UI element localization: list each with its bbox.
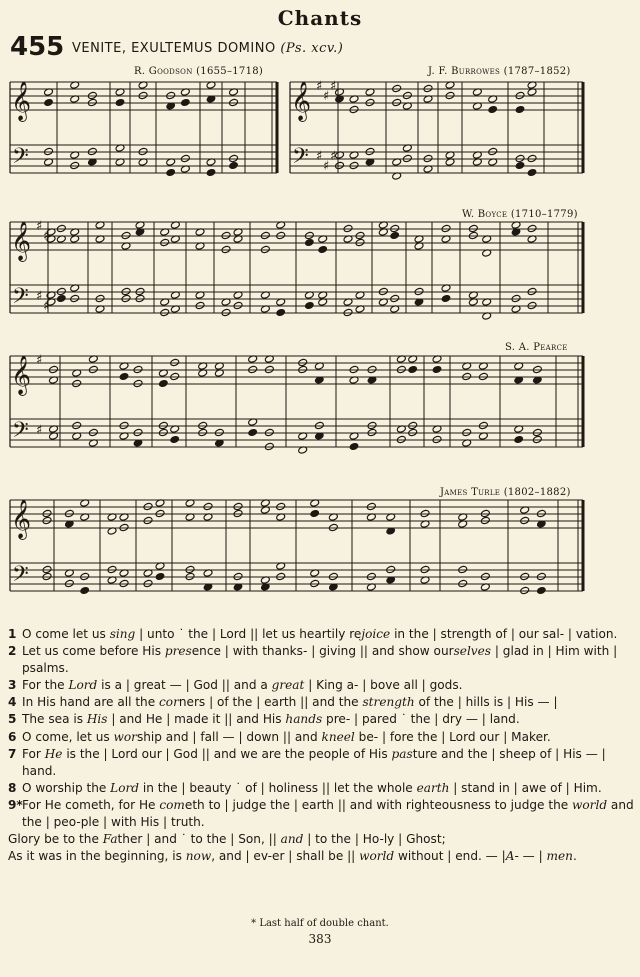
chant2-key-sharp: ♯	[330, 149, 337, 164]
psalm-reference: (Ps. xcv.)	[280, 41, 344, 56]
verse-number: 8	[8, 780, 17, 795]
chant5-bass-note	[42, 572, 52, 580]
chant3-bass-note	[390, 294, 400, 302]
chant3-treble-note	[260, 245, 270, 253]
verse-text: O worship the Lord in the | beauty ˙ of | holiness || let the whole earth | stand in | awe of | Him.	[22, 780, 602, 795]
chant4-bass-note	[462, 428, 472, 436]
chant3-bass-note	[56, 294, 66, 302]
chant3-treble-clef: 𝄞	[11, 221, 32, 261]
chant4-treble-note	[119, 372, 129, 380]
chant4-treble-note	[367, 365, 377, 373]
chant1-treble-clef: 𝄞	[11, 81, 32, 121]
chant5-bass-note	[458, 579, 468, 587]
verse-9	[8, 797, 634, 831]
chant3-treble-note	[390, 231, 400, 239]
chant2-bass-note	[423, 154, 433, 162]
chant5-bass-note	[420, 565, 430, 573]
chant4-treble-note	[158, 379, 168, 387]
running-head: Chants	[277, 6, 363, 30]
verse-number: 9*	[8, 797, 23, 812]
chant3-bass-note	[121, 287, 131, 295]
verse-text: For the Lord is a | great — | God || and a great | King a- | bove all | gods.	[22, 678, 463, 693]
chant2-treble-note	[392, 84, 402, 92]
chant2-treble-note	[515, 105, 525, 113]
chant1-treble-note	[229, 98, 239, 106]
chant3-bass-note	[70, 294, 80, 302]
chant5-bass-note	[42, 565, 52, 573]
chant3-treble-note	[468, 224, 478, 232]
chant1-bass-note	[166, 168, 176, 176]
chant3-key-sharp: ♯	[43, 229, 50, 244]
chant2-treble-note	[423, 84, 433, 92]
verse-number: 5	[8, 712, 17, 727]
composer-goodson: R. Goodson (1655–1718)	[134, 66, 264, 77]
chant4-bass-note	[396, 435, 406, 443]
chant3-treble-note	[468, 231, 478, 239]
chant2-bass-note	[527, 168, 537, 176]
chant3-treble-note	[527, 224, 537, 232]
chant1-bass-clef: 𝄢	[12, 144, 29, 174]
chant2-treble-note	[365, 98, 375, 106]
chant5-bass-note	[155, 572, 165, 580]
chant2-treble-note	[445, 91, 455, 99]
chant4-bass-note	[198, 428, 208, 436]
chant4-treble-note	[264, 365, 274, 373]
chant1-treble-note	[87, 91, 97, 99]
chant3-bass-note	[511, 294, 521, 302]
chant5-bass-note	[143, 579, 153, 587]
chant4-bass-note	[478, 421, 488, 429]
chant4-treble-note	[478, 372, 488, 380]
chant1-treble-note	[180, 98, 190, 106]
chant3-bass-note	[527, 301, 537, 309]
chant5-bass-note	[520, 572, 530, 580]
verse-number: 7	[8, 746, 17, 761]
chant5-treble-note	[64, 509, 74, 517]
chant4-bass-note	[264, 442, 274, 450]
chant5-bass-note	[185, 572, 195, 580]
chant3-bass-clef: 𝄢	[12, 284, 29, 314]
chant5-treble-note	[155, 509, 165, 517]
chant4-bass-note	[133, 428, 143, 436]
chant1-bass-note	[87, 147, 97, 155]
chant5-treble-note	[366, 502, 376, 510]
chant4-treble-note	[298, 365, 308, 373]
chant1-bass-note	[206, 168, 216, 176]
hymn-title-text: VENITE, EXULTEMUS DOMINO	[72, 41, 276, 56]
chant4-treble-note	[170, 358, 180, 366]
chant5-treble-note	[233, 502, 243, 510]
chant3-treble-note	[304, 238, 314, 246]
chant3-bass-note	[441, 294, 451, 302]
footnote: * Last half of double chant.	[251, 918, 389, 929]
chant4-treble-note	[349, 365, 359, 373]
chant1-treble-note	[138, 91, 148, 99]
chant4-bass-note	[198, 421, 208, 429]
chant2-key-sharp: ♯	[316, 79, 323, 94]
chant3-bass-note	[121, 294, 131, 302]
chant4-key-sharp: ♯	[36, 423, 43, 438]
gloria-line-1: Glory be to the Father | and ˙ to the | Son, || and | to the | Ho-ly | Ghost;	[8, 832, 446, 847]
chant4-bass-note	[314, 421, 324, 429]
chant5-treble-note	[203, 502, 213, 510]
chant2-treble-clef: 𝄞	[291, 81, 312, 121]
verse-text: For He cometh, for He cometh to | judge the | earth || and with righteousness to judge the world and the | peo-ple | with His | truth.	[22, 797, 634, 830]
chant1-bass-note	[70, 161, 80, 169]
chant5-bass-note	[328, 572, 338, 580]
chant3-bass-note	[195, 301, 205, 309]
chant5-bass-note	[80, 586, 90, 594]
chant3-treble-note	[355, 238, 365, 246]
chant4-treble-staff	[10, 356, 583, 384]
chant3-treble-note	[355, 231, 365, 239]
chant3-bass-note	[135, 287, 145, 295]
chant2-bass-note	[365, 147, 375, 155]
chant4-treble-note	[462, 372, 472, 380]
chant1-treble-note	[44, 98, 54, 106]
chant4-treble-note	[248, 365, 258, 373]
chant3-treble-note	[260, 231, 270, 239]
chant4-bass-note	[88, 428, 98, 436]
chant3-bass-note	[378, 287, 388, 295]
chant3-treble-note	[160, 238, 170, 246]
composer-pearce: S. A. Pearce	[505, 342, 568, 353]
chant4-treble-note	[72, 379, 82, 387]
chant3-key-sharp: ♯	[36, 219, 43, 234]
chant5-bass-note	[64, 579, 74, 587]
chant1-bass-note	[138, 147, 148, 155]
chant3-bass-note	[56, 287, 66, 295]
chant5-bass-note	[458, 565, 468, 573]
chant4-treble-note	[432, 365, 442, 373]
gloria-line-2: As it was in the beginning, is now, and | ev-er | shall be || world without | end. — |A- — | men.	[8, 849, 577, 864]
chant5-treble-note	[480, 509, 490, 517]
chant5-bass-note	[80, 572, 90, 580]
chant4-bass-note	[119, 421, 129, 429]
chant4-bass-note	[349, 442, 359, 450]
chant2-bass-note	[515, 154, 525, 162]
chant2-bass-note	[349, 161, 359, 169]
chant2-bass-note	[402, 154, 412, 162]
composer-turle: James Turle (1802–1882)	[440, 487, 571, 498]
chant3-treble-note	[318, 245, 328, 253]
chant5-bass-note	[233, 572, 243, 580]
chant3-key-sharp: ♯	[36, 289, 43, 304]
verse-2	[8, 643, 634, 677]
composer-boyce: W. Boyce (1710–1779)	[462, 209, 578, 220]
chant4-bass-note	[408, 428, 418, 436]
chant3-bass-note	[343, 308, 353, 316]
page-number: 383	[308, 932, 332, 946]
chant4-key-sharp: ♯	[36, 353, 43, 368]
verse-number: 1	[8, 627, 17, 641]
chant3-bass-note	[160, 308, 170, 316]
chant5-bass-note	[276, 572, 286, 580]
chant3-bass-note	[221, 308, 231, 316]
chant1-treble-note	[166, 91, 176, 99]
chant2-key-sharp: ♯	[330, 79, 337, 94]
chant5-bass-note	[119, 579, 129, 587]
verse-number: 4	[8, 695, 17, 710]
chant2-bass-note	[515, 161, 525, 169]
verse-number: 3	[8, 678, 17, 693]
chant5-treble-note	[420, 509, 430, 517]
chant3-key-sharp: ♯	[43, 299, 50, 314]
chant3-treble-note	[343, 224, 353, 232]
chant2-key-sharp: ♯	[323, 159, 330, 174]
chant1-treble-note	[87, 98, 97, 106]
chant2-treble-note	[515, 91, 525, 99]
chant5-bass-note	[520, 586, 530, 594]
chant4-treble-note	[408, 365, 418, 373]
chant4-treble-note	[133, 379, 143, 387]
chant1-bass-note	[229, 154, 239, 162]
chant2-key-sharp: ♯	[316, 149, 323, 164]
chant5-bass-note	[536, 586, 546, 594]
chant4-bass-note	[408, 421, 418, 429]
verse-3	[8, 677, 634, 694]
chant4-bass-clef: 𝄢	[12, 418, 29, 448]
chant4-bass-note	[367, 421, 377, 429]
chant5-treble-note	[520, 516, 530, 524]
chant4-bass-note	[432, 435, 442, 443]
chant4-treble-note	[532, 365, 542, 373]
chant5-bass-note	[366, 572, 376, 580]
chant4-treble-note	[396, 365, 406, 373]
chant4-bass-note	[214, 428, 224, 436]
verse-6	[8, 729, 634, 746]
chant3-treble-note	[276, 231, 286, 239]
chant5-treble-note	[480, 516, 490, 524]
chant1-treble-staff	[10, 82, 277, 110]
chant4-bass-note	[532, 428, 542, 436]
verse-text: The sea is His | and He | made it || and His hands pre- | pared ˙ the | dry — | land.	[22, 712, 520, 727]
verse-text: For He is the | Lord our | God || and we are the people of His pasture and the | sheep of | His — | hand.	[22, 746, 606, 778]
chant3-treble-note	[56, 224, 66, 232]
chant2-bass-note	[488, 147, 498, 155]
chant5-treble-note	[42, 509, 52, 517]
chant3-bass-note	[527, 287, 537, 295]
hymn-number: 455	[10, 32, 65, 62]
chant4-bass-note	[72, 421, 82, 429]
chant4-bass-note	[367, 428, 377, 436]
chant3-bass-note	[135, 294, 145, 302]
chant4-bass-note	[248, 428, 258, 436]
chant5-bass-note	[310, 579, 320, 587]
chant3-treble-note	[121, 231, 131, 239]
chant3-treble-note	[304, 231, 314, 239]
chant3-treble-note	[221, 245, 231, 253]
chant5-treble-note	[328, 523, 338, 531]
chant4-bass-note	[514, 435, 524, 443]
chant2-treble-note	[349, 105, 359, 113]
chant3-bass-note	[414, 287, 424, 295]
chant3-bass-note	[95, 294, 105, 302]
chant4-bass-note	[264, 428, 274, 436]
chant4-bass-note	[158, 421, 168, 429]
chant2-key-sharp: ♯	[323, 89, 330, 104]
chant5-bass-note	[185, 565, 195, 573]
chant5-treble-note	[119, 523, 129, 531]
verse-number: 2	[8, 644, 17, 659]
verse-text: Let us come before His presence | with thanks- | giving || and show ourselves | glad in | Him with | psalms.	[22, 644, 618, 676]
chant2-treble-note	[392, 98, 402, 106]
chant2-bass-clef: 𝄢	[292, 144, 309, 174]
chant5-bass-note	[107, 565, 117, 573]
chant1-treble-note	[115, 98, 125, 106]
chant5-treble-note	[143, 516, 153, 524]
chant1-bass-note	[44, 147, 54, 155]
chant5-bass-note	[386, 565, 396, 573]
verse-text: O come let us sing | unto ˙ the | Lord || let us heartily rejoice in the | strength of | our sal- | vation.	[22, 627, 618, 641]
verse-8	[8, 780, 634, 797]
verse-text: O come, let us worship and | fall — | down || and kneel be- | fore the | Lord our | Maker.	[22, 729, 551, 744]
chant2-treble-note	[402, 91, 412, 99]
chant4-treble-clef: 𝄞	[11, 355, 32, 395]
chant5-treble-note	[42, 516, 52, 524]
chant3-bass-note	[276, 308, 286, 316]
chant1-bass-note	[229, 161, 239, 169]
chant2-treble-note	[488, 105, 498, 113]
chant4-treble-note	[298, 358, 308, 366]
chant3-treble-note	[441, 224, 451, 232]
chant5-treble-clef: 𝄞	[11, 499, 32, 539]
chant3-treble-note	[221, 231, 231, 239]
chant5-treble-note	[233, 509, 243, 517]
verse-number: 6	[8, 729, 17, 744]
chant4-bass-note	[158, 428, 168, 436]
chant4-bass-note	[170, 435, 180, 443]
chant3-bass-note	[233, 301, 243, 309]
verse-1	[8, 626, 634, 643]
chant4-bass-note	[532, 435, 542, 443]
chant4-bass-staff	[10, 419, 583, 447]
chant1-bass-note	[180, 154, 190, 162]
chant5-bass-clef: 𝄢	[12, 562, 29, 592]
chant3-bass-note	[304, 301, 314, 309]
chant3-treble-note	[390, 224, 400, 232]
chant5-treble-note	[310, 509, 320, 517]
verse-text: In His hand are all the corners | of the | earth || and the strength of the | hills is | His — |	[22, 695, 558, 710]
chant5-treble-note	[536, 509, 546, 517]
verse-5	[8, 711, 634, 728]
chant5-treble-note	[276, 502, 286, 510]
chant4-treble-note	[133, 365, 143, 373]
chant5-bass-note	[536, 572, 546, 580]
chant4-treble-note	[170, 372, 180, 380]
psalm-text	[8, 626, 634, 865]
verse-4	[8, 694, 634, 711]
chant2-bass-note	[527, 154, 537, 162]
chant4-treble-note	[88, 365, 98, 373]
chant5-bass-note	[480, 572, 490, 580]
verse-7	[8, 746, 634, 780]
chant4-treble-note	[49, 365, 59, 373]
chant5-treble-note	[143, 502, 153, 510]
composer-burrowes: J. F. Burrowes (1787–1852)	[428, 66, 571, 77]
